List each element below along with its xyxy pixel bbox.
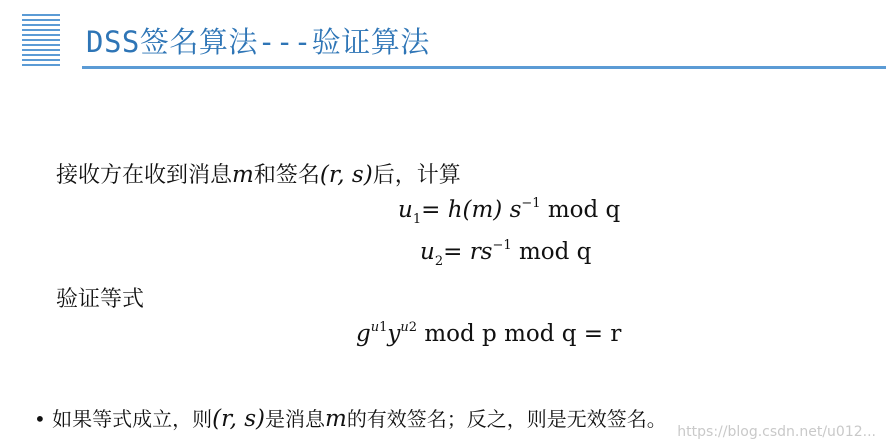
bullet-text-3: 的有效签名；反之，则是无效签名。 <box>346 407 667 431</box>
intro-pair: (r, s) <box>319 162 373 188</box>
title-underline <box>82 66 886 69</box>
intro-line <box>56 158 461 189</box>
verify-label: 验证等式 <box>56 287 145 312</box>
intro-text-2: 和签名 <box>253 163 320 188</box>
bullet-text-1: 如果等式成立，则 <box>52 407 213 431</box>
bullet-pair: (r, s) <box>212 406 265 432</box>
intro-text-3: 后，计算 <box>372 163 461 188</box>
bullet-m: m <box>325 406 347 432</box>
intro-text-1: 接收方在收到消息 <box>56 163 233 188</box>
intro-m: m <box>232 162 254 188</box>
bullet-glyph: • <box>34 407 46 431</box>
conclusion-bullet <box>34 403 667 432</box>
equation-u2: $u_2= rs^{-1}$ mod q <box>420 238 592 269</box>
equation-u1: $u_1= h(m)$ $s^{-1}$ mod q <box>398 196 621 227</box>
bullet-text-2: 是消息 <box>265 407 325 431</box>
watermark: https://blog.csdn.net/u012... <box>677 424 876 440</box>
title-decoration <box>22 14 60 69</box>
equation-verify: $g^{u1}y^{u2}$ mod p mod q = r <box>356 320 622 347</box>
slide-title: DSS签名算法---验证算法 <box>86 25 430 59</box>
